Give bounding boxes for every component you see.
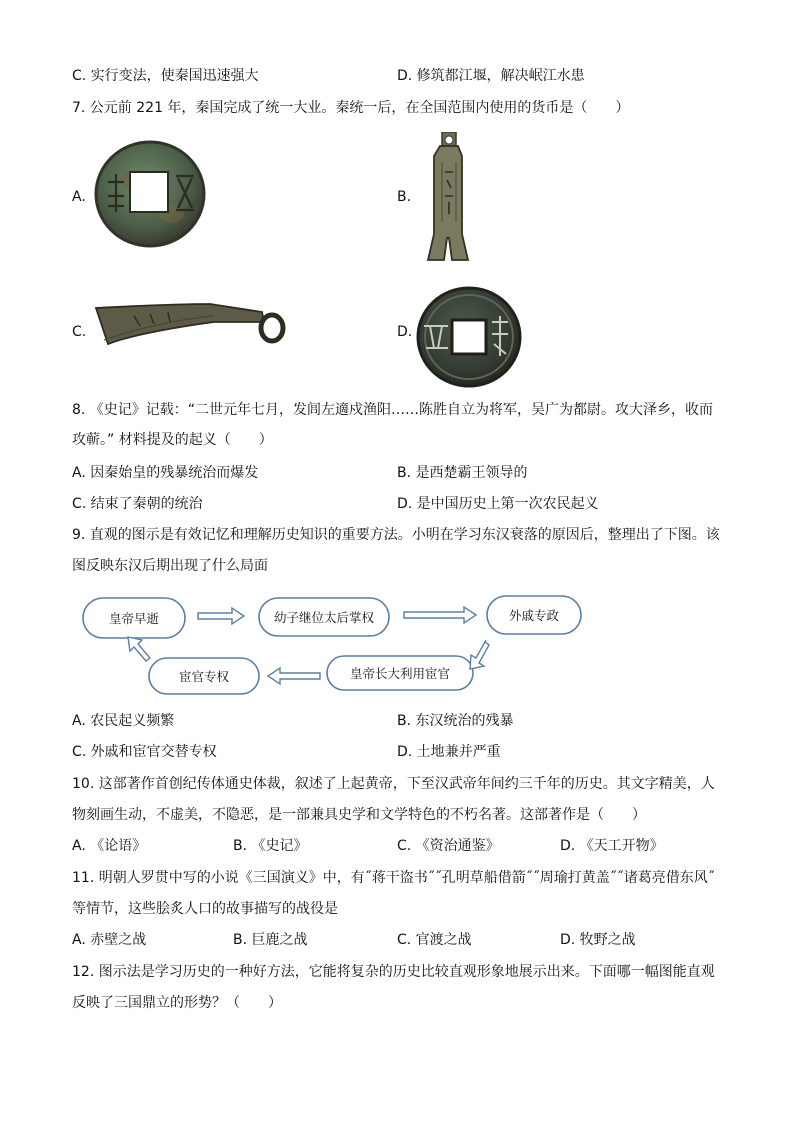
q9-option-a: A. 农民起义频繁	[72, 713, 175, 729]
q10-stem-line2: 物刻画生动，不虚美，不隐恶，是一部兼具史学和文学特色的不朽名著。这部著作是（ ）	[72, 807, 646, 823]
q11-option-d: D. 牧野之战	[560, 932, 636, 948]
arrow-left-icon	[268, 668, 320, 684]
knife-coin-image	[94, 300, 290, 350]
q8-option-d: D. 是中国历史上第一次农民起义	[397, 496, 599, 512]
q11-stem-line2: 等情节，这些脍炙人口的故事描写的战役是	[72, 901, 338, 917]
q12-stem-line1: 12. 图示法是学习历史的一种好方法，它能将复杂的历史比较直观形象地展示出来。下面哪一幅图能直观	[72, 964, 715, 980]
q8-stem-line2: 攻蕲。” 材料提及的起义（ ）	[72, 432, 273, 448]
q11-option-a: A. 赤壁之战	[72, 932, 147, 948]
q6-option-c: C. 实行变法，使秦国迅速强大	[72, 68, 259, 84]
q10-option-a: A. 《论语》	[72, 838, 147, 854]
q7-option-b-label: B.	[397, 189, 412, 205]
q11-option-c: C. 官渡之战	[397, 932, 472, 948]
east-han-flow-diagram	[76, 590, 596, 700]
q8-stem-line1: 8. 《史记》记载：“二世元年七月，发闾左適戍渔阳……陈胜自立为将军，吴广为都尉。攻大泽乡，收而	[72, 402, 714, 418]
spade-coin-image	[420, 132, 476, 262]
q10-option-b: B. 《史记》	[233, 838, 308, 854]
q7-option-c-label: C.	[72, 324, 87, 340]
flow-node-1-text: 皇帝早逝	[108, 611, 160, 626]
arrow-right-icon	[404, 607, 476, 623]
q8-option-c: C. 结束了秦朝的统治	[72, 496, 203, 512]
q11-stem-line1: 11. 明朝人罗贯中写的小说《三国演义》中，有˝蒋干盗书˝˝孔明草船借箭˝˝周瑜打黄盖˝˝诸葛亮借东风˝	[72, 870, 715, 886]
q7-option-a-label: A.	[72, 189, 86, 205]
q12-stem-line2: 反映了三国鼎立的形势？（ ）	[72, 995, 282, 1011]
q6-option-d: D. 修筑都江堰，解决岷江水患	[397, 68, 585, 84]
q8-option-a: A. 因秦始皇的残暴统治而爆发	[72, 465, 259, 481]
q7-option-d-label: D.	[397, 324, 413, 340]
q9-option-d: D. 土地兼并严重	[397, 744, 501, 760]
arrow-down-left-icon	[470, 640, 489, 669]
q9-option-c: C. 外戚和宦官交替专权	[72, 744, 217, 760]
banliang-coin-image	[94, 140, 206, 248]
q7-stem: 7. 公元前 221 年，秦国完成了统一大业。秦统一后，在全国范围内使用的货币是（ ）	[72, 100, 630, 116]
q8-option-b: B. 是西楚霸王领导的	[397, 465, 528, 481]
q10-stem-line1: 10. 这部著作首创纪传体通史体裁，叙述了上起黄帝，下至汉武帝年间约三千年的历史。其文字精美，人	[72, 776, 715, 792]
flow-node-5-text: 宦官专权	[178, 669, 230, 684]
q11-option-b: B. 巨鹿之战	[233, 932, 308, 948]
flow-node-4-text: 皇帝长大利用宦官	[349, 666, 451, 681]
arrow-right-icon	[198, 608, 244, 624]
q9-stem-line1: 9. 直观的图示是有效记忆和理解历史知识的重要方法。小明在学习东汉衰落的原因后，整理出了下图。该	[72, 527, 720, 543]
q10-option-c: C. 《资治通鉴》	[397, 838, 500, 854]
flow-node-2-text: 幼子继位太后掌权	[273, 610, 375, 625]
arrow-up-left-icon	[128, 637, 150, 661]
q9-option-b: B. 东汉统治的残暴	[397, 713, 514, 729]
q10-option-d: D. 《天工开物》	[560, 838, 664, 854]
flow-node-3-text: 外戚专政	[508, 608, 560, 623]
q9-stem-line2: 图反映东汉后期出现了什么局面	[72, 558, 268, 574]
wuzhu-coin-image	[416, 286, 522, 388]
